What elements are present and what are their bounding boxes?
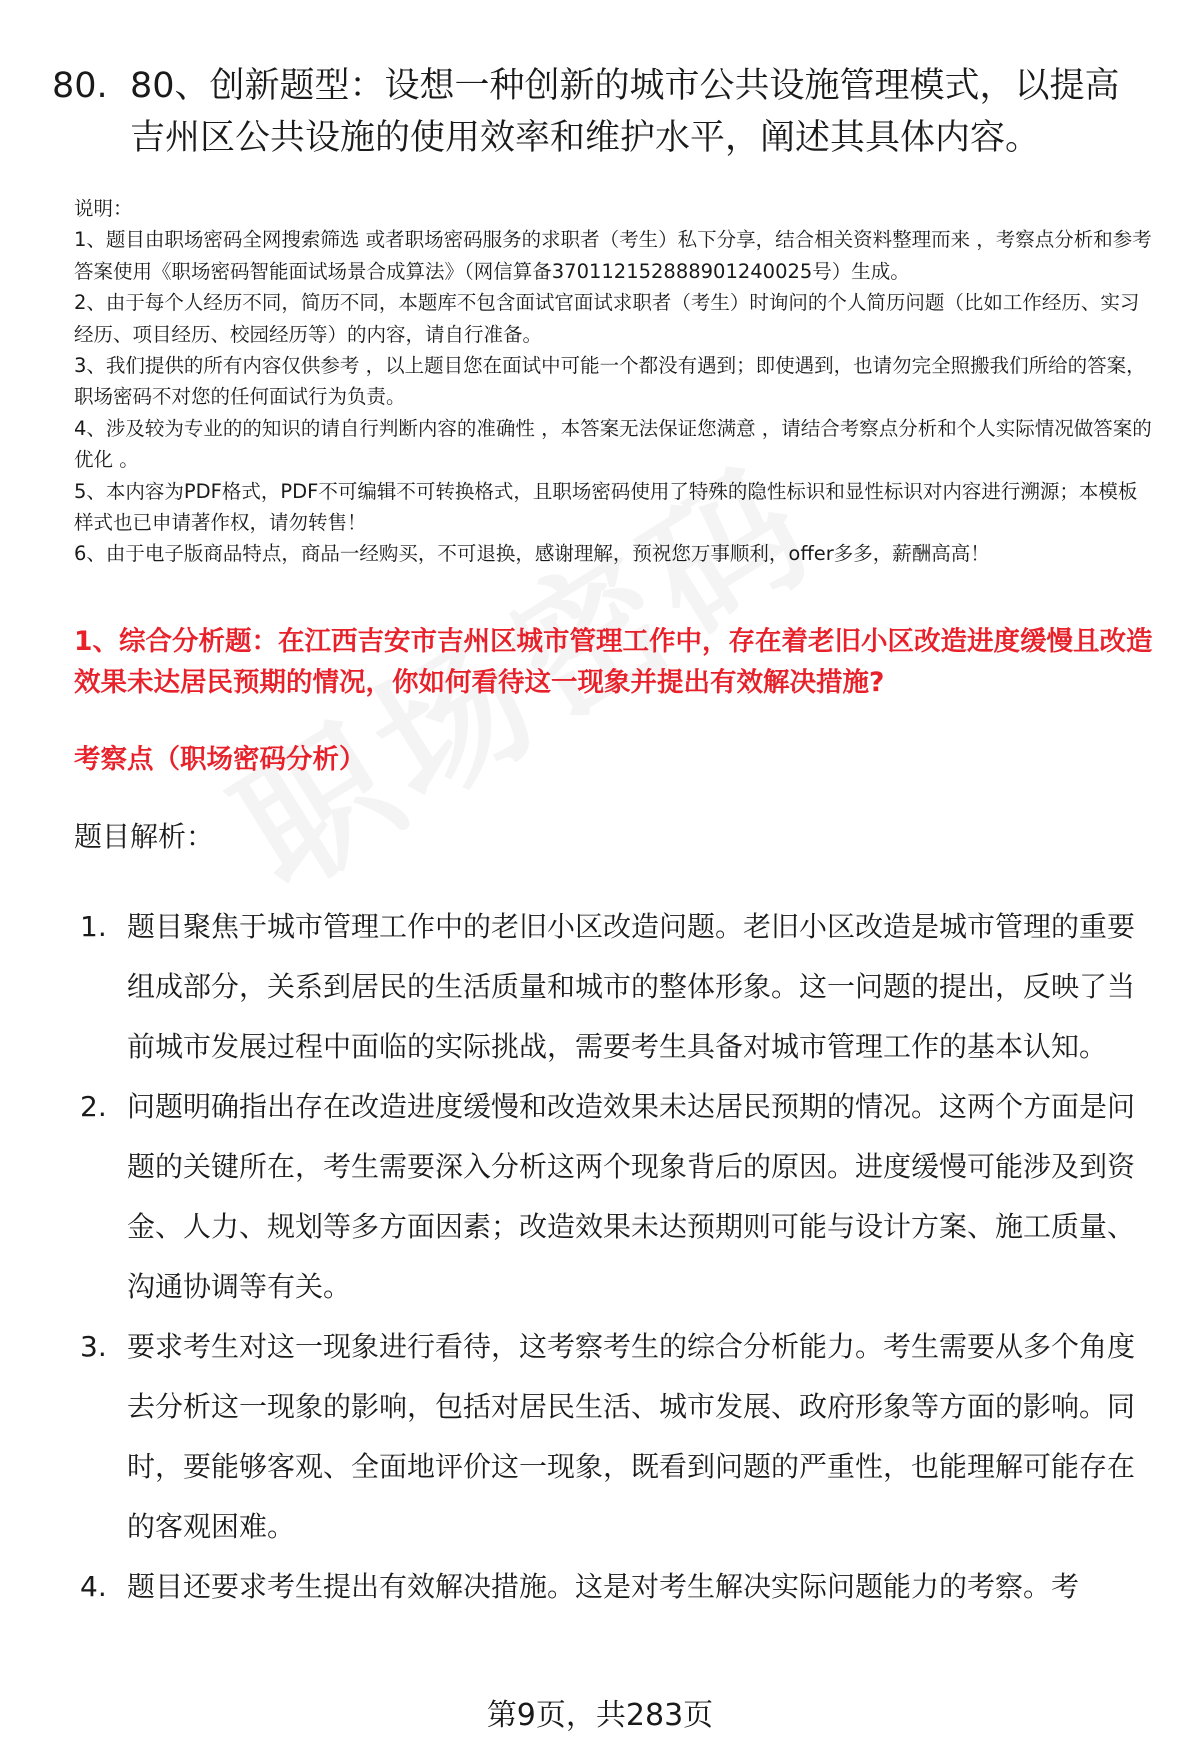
- page-footer: 第9页，共283页: [486, 1698, 714, 1733]
- note-item: 2、由于每个人经历不同，简历不同，本题库不包含面试官面试求职者（考生）时询问的个人简历问题（比如工作经历、实习经历、项目经历、校园经历等）的内容，请自行准备。: [74, 291, 1140, 346]
- main-question: 1、综合分析题：在江西吉安市吉州区城市管理工作中，存在着老旧小区改造进度缓慢且改造效果未达居民预期的情况，你如何看待这一现象并提出有效解决措施?: [74, 626, 1153, 698]
- note-item: 6、由于电子版商品特点，商品一经购买，不可退换，感谢理解，预祝您万事顺利，offer多多，薪酬高高！: [74, 542, 990, 566]
- list-item: [80, 1317, 1155, 1557]
- list-item-text: 要求考生对这一现象进行看待，这考察考生的综合分析能力。考生需要从多个角度去分析这一现象的影响，包括对居民生活、城市发展、政府形象等方面的影响。同时，要能够客观、全面地评价这一现象，既看到问题的严重性，也能理解可能存在的客观困难。: [127, 1330, 1136, 1543]
- list-item-text: 题目还要求考生提出有效解决措施。这是对考生解决实际问题能力的考察。考: [127, 1570, 1080, 1603]
- note-item: 1、题目由职场密码全网搜索筛选 或者职场密码服务的求职者（考生）私下分享，结合相关资料整理而来 ，考察点分析和参考答案使用《职场密码智能面试场景合成算法》（网信算备370112152888901240025号）生成。: [74, 228, 1152, 283]
- list-item-index: 2.: [80, 1090, 107, 1123]
- note-item: 5、本内容为PDF格式，PDF不可编辑不可转换格式，且职场密码使用了特殊的隐性标识和显性标识对内容进行溯源；本模板样式也已申请著作权，请勿转售！: [74, 479, 1138, 535]
- analysis-title: 题目解析：: [74, 820, 215, 853]
- list-item-index: 4.: [80, 1570, 107, 1603]
- list-item-text: 题目聚焦于城市管理工作中的老旧小区改造问题。老旧小区改造是城市管理的重要组成部分，关系到居民的生活质量和城市的整体形象。这一问题的提出，反映了当前城市发展过程中面临的实际挑战，需要考生具备对城市管理工作的基本认知。: [127, 910, 1136, 1063]
- list-item-index: 1.: [80, 910, 107, 943]
- notes-title: 说明：: [74, 197, 133, 220]
- exam-points-heading: 考察点（职场密码分析）: [74, 744, 366, 775]
- list-item-text: 问题明确指出存在改造进度缓慢和改造效果未达居民预期的情况。这两个方面是问题的关键所在，考生需要深入分析这两个现象背后的原因。进度缓慢可能涉及到资金、人力、规划等多方面因素；改造效果未达预期则可能与设计方案、施工质量、沟通协调等有关。: [127, 1090, 1136, 1303]
- question-header: [52, 60, 1152, 164]
- list-item-index: 3.: [80, 1330, 107, 1363]
- note-item: 4、涉及较为专业的的知识的请自行判断内容的准确性 ，本答案无法保证您满意 ，请结合考察点分析和个人实际情况做答案的优化 。: [74, 416, 1152, 472]
- question-text: 80、创新题型：设想一种创新的城市公共设施管理模式，以提高吉州区公共设施的使用效率和维护水平，阐述其具体内容。: [130, 66, 1120, 158]
- list-item: [80, 1077, 1155, 1317]
- notes-section: [74, 193, 1154, 570]
- list-item: [80, 1557, 1155, 1617]
- note-item: 3、我们提供的所有内容仅供参考 ，以上题目您在面试中可能一个都没有遇到；即使遇到，也请勿完全照搬我们所给的答案，职场密码不对您的任何面试行为负责。: [74, 354, 1146, 409]
- question-number: 80.: [52, 66, 108, 106]
- list-item: [80, 897, 1155, 1077]
- analysis-list: [80, 897, 1155, 1617]
